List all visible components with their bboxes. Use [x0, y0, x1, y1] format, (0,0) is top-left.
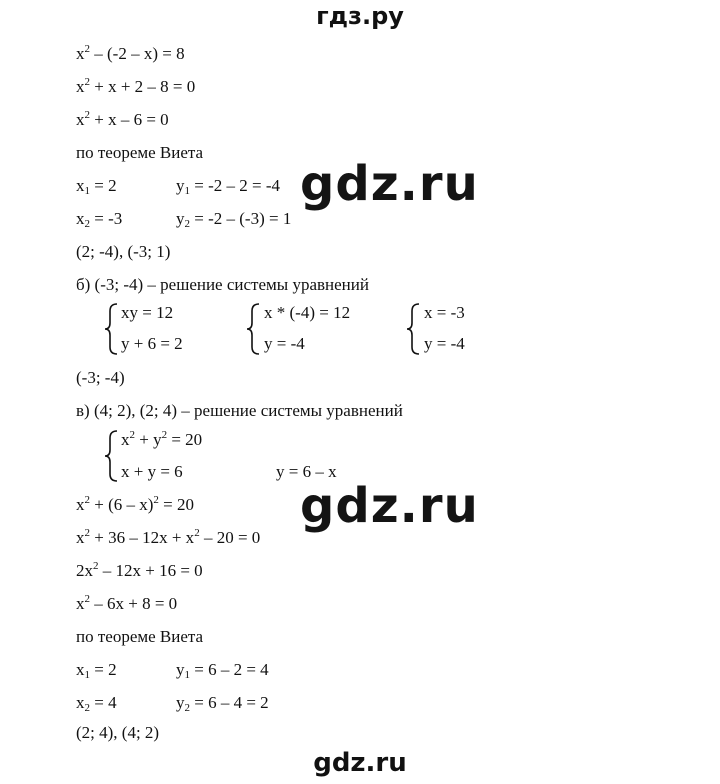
site-header: гдз.ру — [316, 2, 404, 30]
system4-row1: $x^2 + y^2 = 20$ — [121, 429, 203, 449]
root-y1: $y_1 = -2 - 2 = -4$ — [176, 176, 280, 197]
system4-row2: x + y = 6 — [121, 462, 183, 481]
text-line: по теореме Виета — [76, 143, 204, 162]
system2-row1: x * (-4) = 12 — [264, 303, 351, 322]
root-x1: $x_1 = 2$ — [76, 660, 117, 681]
system-brace — [246, 303, 260, 355]
site-footer: gdz.ru — [313, 748, 407, 778]
part-b-heading: б) (-3; -4) – решение системы уравнений — [76, 275, 369, 294]
root-x1: $x_1 = 2$ — [76, 176, 117, 197]
system-brace — [104, 430, 118, 482]
system1-row2: y + 6 = 2 — [121, 334, 183, 353]
system3-row2: y = -4 — [424, 334, 465, 353]
watermark: gdz.ru — [300, 156, 479, 212]
part-v-heading: в) (4; 2), (2; 4) – решение системы уравнений — [76, 401, 403, 420]
equation-line: $x^2 + (6 - x)^2 = 20$ — [76, 494, 195, 514]
substitution: y = 6 – x — [276, 462, 337, 481]
equation-line: $x^2 - (-2 - x) = 8$ — [76, 43, 185, 63]
root-y2: $y_2 = 6 - 4 = 2$ — [176, 693, 269, 714]
equation-line: $x^2 + x - 6 = 0$ — [76, 109, 169, 129]
answer-line: (2; 4), (4; 2) — [76, 723, 160, 742]
system-brace — [406, 303, 420, 355]
root-x2: $x_2 = 4$ — [76, 693, 117, 714]
text-line: по теореме Виета — [76, 627, 204, 646]
system2-row2: y = -4 — [264, 334, 305, 353]
system-brace — [104, 303, 118, 355]
answer-line: (-3; -4) — [76, 368, 125, 387]
system1-row1: xy = 12 — [121, 303, 174, 322]
equation-line: $x^2 - 6x + 8 = 0$ — [76, 593, 178, 613]
answer-line: (2; -4), (-3; 1) — [76, 242, 171, 261]
root-x2: $x_2 = -3$ — [76, 209, 123, 230]
root-y2: $y_2 = -2 - (-3) = 1$ — [176, 209, 292, 230]
equation-line: $x^2 + x + 2 - 8 = 0$ — [76, 76, 196, 96]
root-y1: $y_1 = 6 - 2 = 4$ — [176, 660, 269, 681]
equation-line: $x^2 + 36 - 12x + x^2 - 20 = 0$ — [76, 527, 261, 547]
equation-line: $2x^2 - 12x + 16 = 0$ — [76, 560, 203, 580]
system3-row1: x = -3 — [424, 303, 465, 322]
watermark: gdz.ru — [300, 478, 479, 534]
